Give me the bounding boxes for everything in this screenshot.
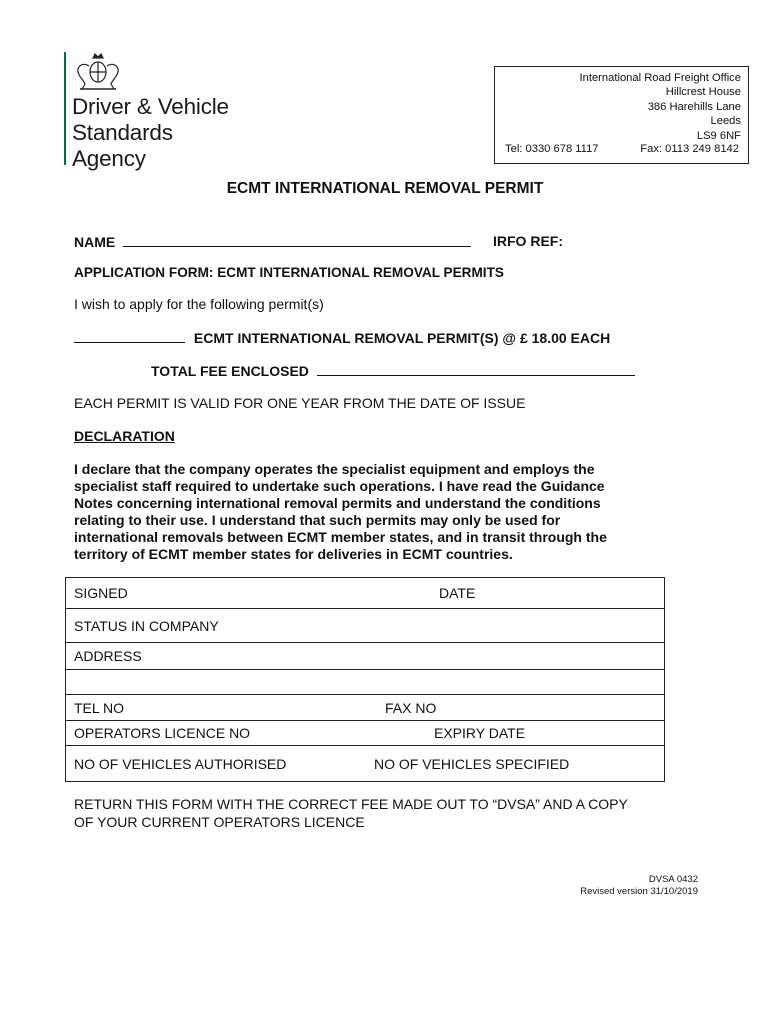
declaration-heading: DECLARATION	[74, 428, 175, 444]
office-fax: Fax: 0113 249 8142	[640, 143, 739, 155]
office-address	[580, 71, 741, 143]
applicant-details-table	[65, 577, 665, 782]
apply-text: I wish to apply for the following permit(s)	[74, 296, 324, 312]
form-title: ECMT INTERNATIONAL REMOVAL PERMIT	[226, 180, 544, 197]
tel-no-label: TEL NO	[74, 699, 125, 716]
licence-row[interactable]	[66, 721, 664, 746]
address-line: LS9 6NF	[696, 129, 741, 142]
address-box	[494, 66, 749, 164]
return-instructions	[74, 795, 628, 831]
permit-line-text: ECMT INTERNATIONAL REMOVAL PERMIT(S) @ £ 18.00 EACH	[193, 330, 611, 346]
validity-text: EACH PERMIT IS VALID FOR ONE YEAR FROM THE DATE OF ISSUE	[74, 395, 526, 411]
vehicles-authorised-label: NO OF VEHICLES AUTHORISED	[74, 755, 287, 772]
office-telephone: Tel: 0330 678 1117	[505, 143, 599, 155]
declaration-body	[74, 461, 684, 563]
status-row[interactable]	[66, 609, 664, 643]
name-label: NAME	[74, 234, 116, 250]
agency-logo-text	[72, 94, 229, 172]
permit-quantity-field[interactable]	[74, 329, 185, 343]
name-field[interactable]	[123, 233, 471, 247]
permit-quantity-row	[74, 329, 610, 346]
declaration-line: international removals between ECMT member states, and in transit through the	[74, 529, 607, 545]
declaration-line: I declare that the company operates the specialist equipment and employs the	[74, 461, 595, 477]
licence-no-label: OPERATORS LICENCE NO	[74, 725, 251, 741]
name-row	[74, 233, 471, 250]
declaration-line: specialist staff required to undertake such operations. I have read the Guidance	[74, 478, 605, 494]
application-heading: APPLICATION FORM: ECMT INTERNATIONAL REMOVAL PERMITS	[74, 265, 504, 280]
total-fee-field[interactable]	[317, 362, 635, 376]
irfo-ref-label: IRFO REF:	[493, 233, 563, 249]
form-reference	[580, 874, 698, 898]
return-line: RETURN THIS FORM WITH THE CORRECT FEE MADE OUT TO “DVSA” AND A COPY	[74, 796, 628, 812]
logo-line: Standards	[72, 120, 173, 145]
form-code: DVSA 0432	[648, 874, 698, 885]
vehicles-row[interactable]	[66, 746, 664, 781]
total-fee-row	[151, 362, 635, 379]
declaration-line: Notes concerning international removal permits and understand the conditions	[74, 495, 601, 511]
expiry-date-label: EXPIRY DATE	[434, 725, 526, 741]
address-line: International Road Freight Office	[579, 72, 741, 84]
declaration-line: territory of ECMT member states for deliveries in ECMT countries.	[74, 546, 513, 562]
address-line: 386 Harehills Lane	[647, 100, 741, 113]
tel-fax-row[interactable]	[66, 695, 664, 721]
logo-line: Agency	[72, 146, 146, 171]
return-line: OF YOUR CURRENT OPERATORS LICENCE	[74, 814, 365, 830]
royal-crest-icon	[72, 52, 124, 92]
address-line: Leeds	[710, 115, 741, 128]
address-label: ADDRESS	[74, 648, 142, 664]
date-label: DATE	[439, 585, 476, 601]
total-fee-label: TOTAL FEE ENCLOSED	[151, 363, 309, 379]
revision-date: Revised version 31/10/2019	[580, 886, 698, 897]
logo-accent-bar	[64, 52, 66, 165]
declaration-line: relating to their use. I understand that such permits may only be used for	[74, 512, 561, 528]
fax-no-label: FAX NO	[385, 699, 437, 716]
address-row[interactable]	[66, 643, 664, 670]
signed-date-row[interactable]	[66, 578, 664, 609]
vehicles-specified-label: NO OF VEHICLES SPECIFIED	[374, 755, 570, 772]
address-line: Hillcrest House	[665, 86, 741, 99]
signed-label: SIGNED	[74, 585, 128, 601]
status-label: STATUS IN COMPANY	[74, 617, 219, 634]
address-continuation-row[interactable]	[66, 670, 664, 695]
logo-line: Driver & Vehicle	[72, 94, 229, 119]
